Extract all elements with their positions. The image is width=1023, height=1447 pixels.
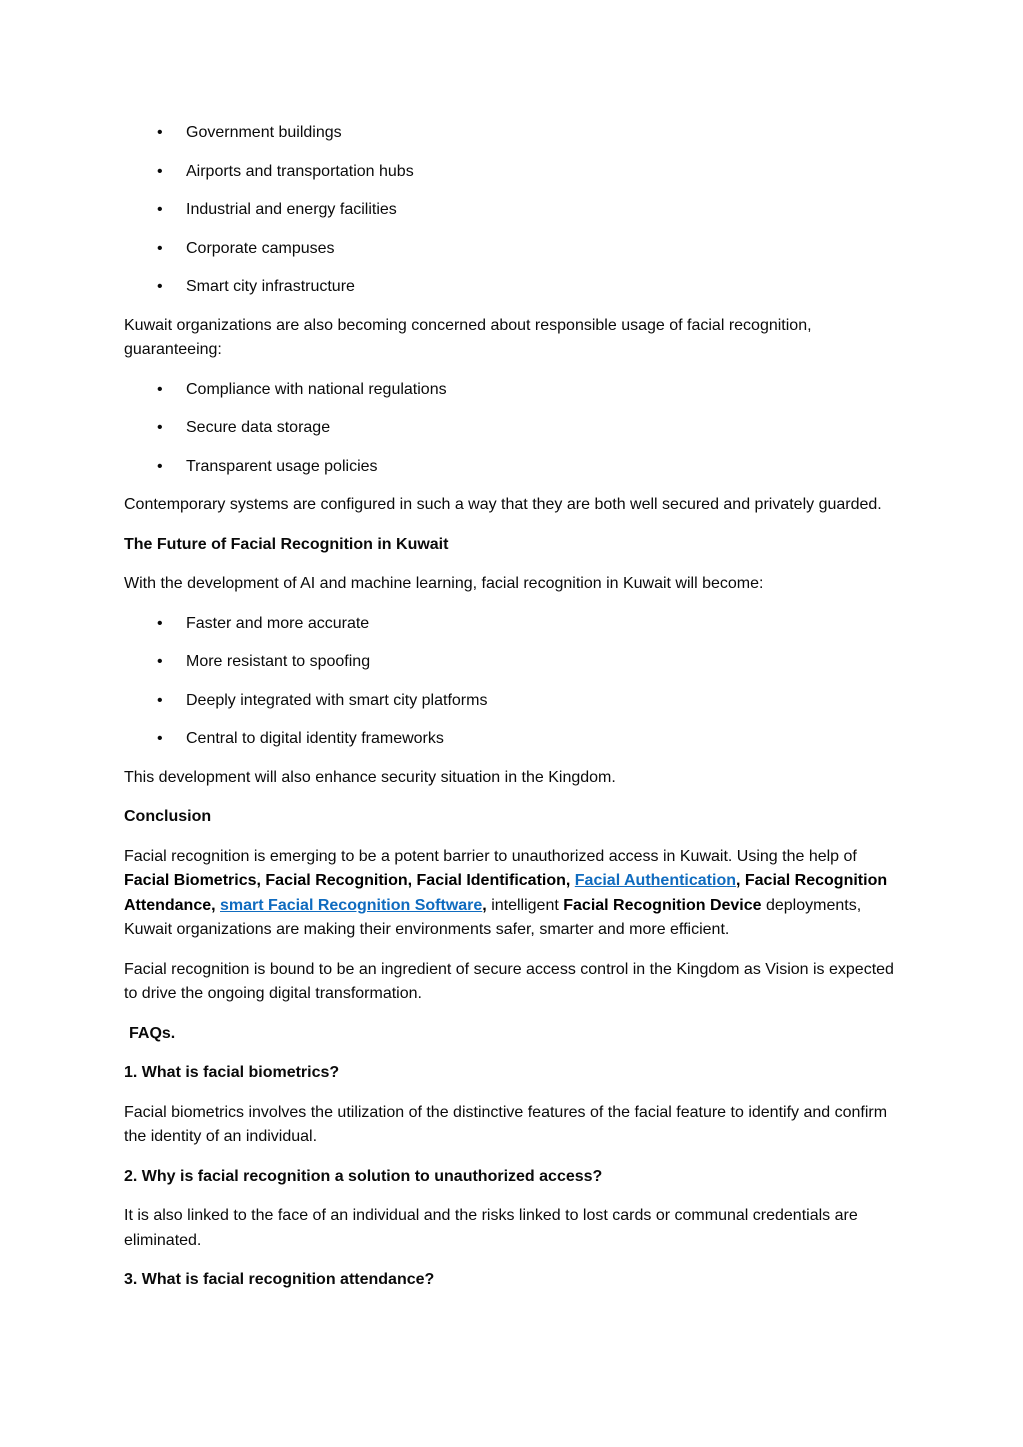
list-item: • Secure data storage [124,416,901,441]
faq-answer-2: It is also linked to the face of an individual and the risks linked to lost cards or communal credentials are eliminated. [124,1207,858,1249]
responsible-usage-list [124,378,901,480]
list-item: • Corporate campuses [124,237,901,262]
faq-answer-1: Facial biometrics involves the utilization of the distinctive features of the facial feature to identify and confirm the identity of an individual. [124,1103,888,1145]
faqs-heading: FAQs. [129,1024,176,1042]
conclusion-paragraph [124,845,901,943]
faq-question-1: 1. What is facial biometrics? [124,1064,340,1081]
list-item: • Central to digital identity frameworks [124,727,901,752]
conclusion-heading: Conclusion [124,808,212,825]
list-item: • Industrial and energy facilities [124,198,901,223]
future-list [124,612,901,752]
text-run: Facial recognition is emerging to be a potent barrier to unauthorized access in Kuwait. Using the help of [124,847,857,865]
text-run: intelligent [486,896,564,914]
list-item: • Airports and transportation hubs [124,160,901,185]
text-run-bold: Facial Biometrics, Facial Recognition, Facial Identification, [124,872,575,889]
list-item: • Government buildings [124,121,901,146]
text-run-bold: Facial Recognition Device [563,896,762,914]
closing-paragraph: Facial recognition is bound to be an ingredient of secure access control in the Kingdom as Vision is expected to drive the ongoing digital transformation. [124,960,894,1002]
facilities-list [124,121,901,300]
future-section-heading: The Future of Facial Recognition in Kuwait [124,535,449,553]
list-item: • Compliance with national regulations [124,378,901,403]
list-item: • Deeply integrated with smart city platforms [124,689,901,714]
text-run: deployments, Kuwait organizations are making their environments safer, smarter and more efficient. [124,896,862,938]
faq-question-3: 3. What is facial recognition attendance? [124,1271,435,1288]
text-run-bold: , [482,896,487,914]
facial-authentication-link[interactable]: Facial Authentication [574,872,736,889]
smart-facial-recognition-software-link[interactable]: smart Facial Recognition Software [220,896,483,914]
future-note: This development will also enhance security situation in the Kingdom. [124,768,616,786]
responsible-usage-intro: Kuwait organizations are also becoming concerned about responsible usage of facial recognition, guaranteeing: [124,316,812,358]
faq-question-2: 2. Why is facial recognition a solution to unauthorized access? [124,1167,603,1185]
list-item: • More resistant to spoofing [124,650,901,675]
list-item: • Smart city infrastructure [124,275,901,300]
future-intro: With the development of AI and machine learning, facial recognition in Kuwait will become: [124,575,764,592]
privacy-note: Contemporary systems are configured in such a way that they are both well secured and privately guarded. [124,496,882,513]
list-item: • Faster and more accurate [124,612,901,637]
text-run-bold: , Facial Recognition Attendance, [124,872,888,914]
list-item: • Transparent usage policies [124,455,901,480]
